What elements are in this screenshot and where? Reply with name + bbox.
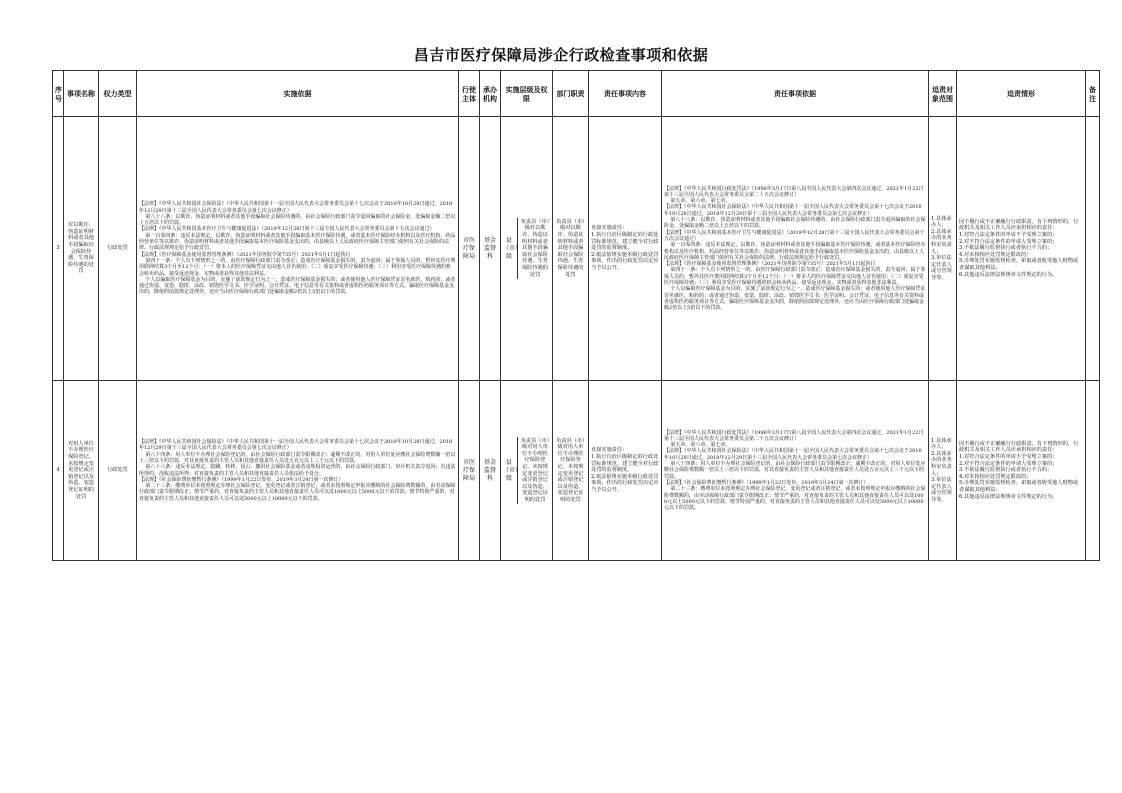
row-no: 4 xyxy=(53,381,64,561)
remark xyxy=(1086,117,1100,381)
accountability-scope xyxy=(929,117,957,381)
header-duty: 部门职责 xyxy=(553,71,589,117)
header-resp-basis: 责任事项依据 xyxy=(662,71,929,117)
implementation-level xyxy=(501,117,553,381)
row-no: 3 xyxy=(53,117,64,381)
accountability-cases xyxy=(957,117,1086,381)
implementation-basis xyxy=(137,117,459,381)
header-remark: 备注 xyxy=(1086,71,1100,117)
exercising-subject: 市医疗保障局 xyxy=(459,117,480,381)
responsibility-basis xyxy=(662,381,929,561)
accountability-cases xyxy=(957,381,1086,561)
header-type: 权力类型 xyxy=(99,71,137,117)
document-title: 昌吉市医疗保障局涉企行政检查事项和依据 xyxy=(413,46,709,64)
item-name: 对用人单位不办理医疗保险登记、未按规定变更登记或注销登记以及伪造、变造登记证明的处罚 xyxy=(64,381,99,561)
basis-text: 【法律】《中华人民共和国社会保险法》（中华人民共和国第十一届全国人民代表大会常务委员会第十七次会议于2010年10月28日通过，2018年12月29日第十三届全国人民代表大会常务委员会第七次会议修正） 第八十八条：以欺诈、伪造证明材料或者其他手段骗取社会保险待遇的，由社会保险行政部门责令退回骗取的社会保险金，处骗取金额二倍以上五倍以下的罚款。 【法律】《中华人民共和国基本医疗卫生与健康促进法》（2019年12月28日第十三届全国人民代表大会常务委员会第十五次会议通过） 第一百零四条：违反本法规定，以欺诈、伪造证明材料或者其他手段骗取基本医疗保险待遇，或者基本医疗保险经办机构以及医疗机构、药品经营单位等以欺诈、伪造证明材料或者其他手段骗取基本医疗保险基金支出的，由县级以上人民政府医疗保障主管部门依照有关社会保险的法律、行政法规规定给予行政处罚。 【法规】《医疗保障基金使用监督管理条例》（2021年国务院令第735号）2021年5月1日起执行 第四十一条：个人有下列情形之一的，由医疗保障行政部门责令改正；造成医疗保障基金损失的，责令退回；属于参保人员的，暂停其医疗费用联网结算3个月至12个月：（一）将本人的医疗保障凭证交由他人冒名使用；（二）重复享受医疗保障待遇；（三）利用享受医疗保障待遇的机会转卖药品，接受返还现金、实物或者获得其他非法利益。 个人以骗取医疗保障基金为目的，实施了前款规定行为之一，造成医疗保障基金损失的；或者使用他人医疗保障凭证冒名就医、购药的；或者通过伪造、变造、隐匿、涂改、销毁医学文书、医学证明、会计凭证、电子信息等有关资料或者虚构医药服务项目等方式，骗取医疗保障基金支出的，除依照前款规定处理外，还应当由医疗保障行政部门处骗取金额2倍以上5倍以下的罚款。 xyxy=(139,201,456,296)
accountability-scope xyxy=(929,381,957,561)
handling-agency: 基金监督科 xyxy=(480,381,501,561)
responsibility-content xyxy=(589,117,662,381)
responsibility-content xyxy=(589,381,662,561)
header-no: 序号 xyxy=(53,71,64,117)
content-text: 直接实施责任： 1.执行自治区级制定的行政处罚标准规范，建立健全对行政处罚的监督制度。 2.依法依规实施本级行政处罚事项，作出的行政处罚决定应当予以公开。 xyxy=(591,447,659,493)
remark xyxy=(1086,381,1100,561)
header-basis: 实施依据 xyxy=(137,71,459,117)
level-split xyxy=(501,218,552,279)
level-authority: 负责县（市）级对以欺诈、伪造证明材料或者其他手段骗取社会保险待遇、生育保险待遇的处罚 xyxy=(520,218,550,278)
handling-agency: 基金监督科 xyxy=(480,117,501,381)
header-row xyxy=(53,71,1100,117)
level-tier: 县（市）级 xyxy=(501,437,518,505)
scope-text: 1.具体承办人； 2.具体承办的业务科室负责人； 3.单位法定代表人或分管领导等。 xyxy=(931,437,952,503)
exercising-subject: 市医疗保障局 xyxy=(459,381,480,561)
cases-text: 因不履行或不正确履行行政职责，有下列情形的，行政机关及相关工作人员应承担相应的责任： 1.对符合法定条件的申请不予受理立案的； 2.对不符合法定条件的申请人受理立案的； 3.不依法履行监督执行或者执行不力的； 4.对未按相应处罚规定限改的； 5.办理处罚实施监督检查，索取或者收受他人财物或者谋取其他利益； 6.其他违反法律法规规章文件规定的行为。 xyxy=(959,218,1079,278)
content-text: 直接实施责任： 1.执行自治区级制定的行政处罚标准规范，建立健全对行政处罚的监督制度。 2.依法依规实施本级行政处罚事项，作出的行政处罚决定应当予以公开。 xyxy=(591,225,659,271)
header-subject: 行使主体 xyxy=(459,71,480,117)
header-cases: 追责情形 xyxy=(957,71,1086,117)
level-split xyxy=(501,437,552,505)
item-name: 对以欺诈、伪造证明材料或者其他手段骗取社会保险待遇、生育保险待遇的处罚 xyxy=(64,117,99,381)
power-type: 行政处罚 xyxy=(99,117,137,381)
department-duty: 负责县（市）级对用人单位不办理医疗保险登记、未按规定变更登记或注销登记以及伪造、变造登记证明的处罚 xyxy=(553,381,589,561)
resp-basis-text: 【法律】《中华人民共和国行政处罚法》（1996年3月17日第八届全国人民代表大会第四次会议通过，2021年1月22日第十三届全国人民代表大会常务委员会第二十五次会议修订） 第五章、第六章、第七章。 【法律】《中华人民共和国社会保险法》（中华人民共和国第十一届全国人民代表大会常务委员会第十七次会议于2010年10月28日通过，2018年12月29日第十三届全国人民代表大会常务委员会第七次会议修正） 第八十四条：用人单位不办理社会保险登记的，由社会保险行政部门责令限期改正；逾期不改正的，对用人单位处应缴社会保险费数额一倍以上三倍以下的罚款，对其直接负责的主管人员和其他直接责任人员处五百元以上三千元以下的罚款。 【法规】《社会保险费征缴暂行条例》（1999年1月22日发布，2019年3月24日第一次修订） 第二十三条：缴费单位未按照规定办理社会保险登记、变更登记或者注销登记，或者未按照规定申报应缴纳的社会保险费数额的，由劳动保障行政部门责令限期改正；情节严重的，对直接负责的主管人员和其他直接责任人员可以处1000元以上5000元以下的罚款；情节特别严重的，对直接负责的主管人员和其他直接责任人员可以处5000元以上10000元以下的罚款。 xyxy=(664,429,926,512)
inspection-table xyxy=(52,70,1100,561)
header-name: 事项名称 xyxy=(64,71,99,117)
department-duty: 负责县（市）级对以欺诈、伪造证明材料或者其他手段骗取社会保险待遇、生育保险待遇的处罚 xyxy=(553,117,589,381)
header-level: 实施层级及权限 xyxy=(501,71,553,117)
level-tier: 县（市）级 xyxy=(501,218,518,279)
responsibility-basis xyxy=(662,117,929,381)
power-type: 行政处罚 xyxy=(99,381,137,561)
header-content: 责任事项内容 xyxy=(589,71,662,117)
header-agency: 承办机构 xyxy=(480,71,501,117)
scope-text: 1.具体承办人； 2.具体承办的业务科室负责人； 3.单位法定代表人或分管领导等。 xyxy=(931,215,952,281)
cases-text: 因不履行或不正确履行行政职责，有下列情形的，行政机关及相关工作人员应承担相应的责任： 1.对符合法定条件的申请不予受理立案的； 2.对不符合法定条件的申请人受理立案的； 3.不依法履行监督执行或者执行不力的； 4.对未按相应处罚规定限改的； 5.办理处罚实施监督检查，索取或者收受他人财物或者谋取其他利益； 6.其他违反法律法规规章文件规定的行为。 xyxy=(959,440,1079,500)
resp-basis-text: 【法律】《中华人民共和国行政处罚法》（1996年3月17日第八届全国人民代表大会第四次会议通过，2021年1月22日第十三届全国人民代表大会常务委员会第二十五次会议修订） 第五章、第六章、第七章。 【法律】《中华人民共和国社会保险法》（中华人民共和国第十一届全国人民代表大会常务委员会第十七次会议于2010年10月28日通过，2018年12月29日第十三届全国人民代表大会常务委员会第七次会议修正） 第八十八条：以欺诈、伪造证明材料或者其他手段骗取社会保险待遇的，由社会保险行政部门责令退回骗取的社会保险金，处骗取金额二倍以上五倍以下的罚款。 【法律】《中华人民共和国基本医疗卫生与健康促进法》（2019年12月28日第十三届全国人民代表大会常务委员会第十五次会议通过） 第一百零四条：违反本法规定，以欺诈、伪造证明材料或者其他手段骗取基本医疗保险待遇，或者基本医疗保险经办机构以及医疗机构、药品经营单位等以欺诈、伪造证明材料或者其他手段骗取基本医疗保险基金支出的，由县级以上人民政府医疗保障主管部门依照有关社会保险的法律、行政法规规定给予行政处罚。 【法规】《医疗保障基金使用监督管理条例》（2021年国务院令第735号）2021年5月1日起执行 第四十一条：个人有下列情形之一的，由医疗保障行政部门责令改正；造成医疗保障基金损失的，责令退回；属于参保人员的，暂停其医疗费用联网结算3个月至12个月：（一）将本人的医疗保障凭证交由他人冒名使用；（二）重复享受医疗保障待遇；（三）利用享受医疗保障待遇的机会转卖药品，接受返还现金、实物或者获得其他非法利益。 个人以骗取医疗保障基金为目的，实施了前款规定行为之一，造成医疗保障基金损失的；或者使用他人医疗保障凭证冒名就医、购药的；或者通过伪造、变造、隐匿、涂改、销毁医学文书、医学证明、会计凭证、电子信息等有关资料或者虚构医药服务项目等方式，骗取医疗保障基金支出的，除依照前款规定处理外，还应当由医疗保障行政部门处骗取金额2倍以上5倍以下的罚款。 xyxy=(664,185,926,312)
table-row xyxy=(53,381,1100,561)
table-row xyxy=(53,117,1100,381)
implementation-basis xyxy=(137,381,459,561)
header-scope: 追责对象范围 xyxy=(929,71,957,117)
level-authority: 负责县（市）级对用人单位不办理医疗保险登记、未按规定变更登记或注销登记以及伪造、变造登记证明的处罚 xyxy=(520,437,550,503)
implementation-level xyxy=(501,381,553,561)
basis-text: 【法律】《中华人民共和国社会保险法》（中华人民共和国第十一届全国人民代表大会常务委员会第十七次会议于2010年10月28日通过，2018年12月29日第十三届全国人民代表大会常务委员会第七次会议修正） 第八十四条：用人单位不办理社会保险登记的，由社会保险行政部门责令限期改正；逾期不改正的，对用人单位处应缴社会保险费数额一倍以上三倍以下的罚款，对其直接负责的主管人员和其他直接责任人员处五百元以上三千元以下的罚款。 第八十六条：违反本法规定，隐瞒、转移、侵占、挪用社会保险基金或者违规投资运营的，由社会保险行政部门、审计机关责令追回；有违法所得的，没收违法所得；对直接负责的主管人员和其他直接责任人员依法给予处分。 【法规】《社会保险费征缴暂行条例》（1999年1月22日发布，2019年3月24日第一次修订） 第二十三条：缴费单位未按照规定办理社会保险登记、变更登记或者注销登记，或者未按照规定申报应缴纳的社会保险费数额的，由劳动保障行政部门责令限期改正；情节严重的，对直接负责的主管人员和其他直接责任人员可以处1000元以上5000元以下的罚款；情节特别严重的，对直接负责的主管人员和其他直接责任人员可以处5000元以上10000元以下的罚款。 xyxy=(139,439,456,502)
